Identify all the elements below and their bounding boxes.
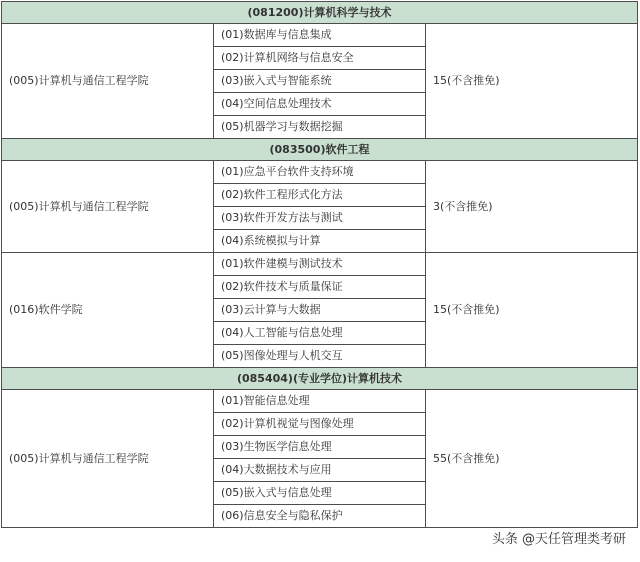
direction-cell: (02)软件技术与质量保证 [214,276,426,299]
direction-cell: (05)图像处理与人机交互 [214,345,426,368]
direction-cell: (02)计算机网络与信息安全 [214,47,426,70]
section-title: (081200)计算机科学与技术 [2,2,638,24]
direction-cell: (04)人工智能与信息处理 [214,322,426,345]
direction-cell: (02)计算机视觉与图像处理 [214,413,426,436]
direction-cell: (05)嵌入式与信息处理 [214,482,426,505]
table-row [2,24,638,47]
table-row [2,161,638,184]
direction-cell: (01)智能信息处理 [214,390,426,413]
direction-cell: (03)生物医学信息处理 [214,436,426,459]
direction-cell: (06)信息安全与隐私保护 [214,505,426,528]
direction-cell: (03)云计算与大数据 [214,299,426,322]
table-row [2,253,638,276]
school-cell: (005)计算机与通信工程学院 [2,390,214,528]
direction-cell: (01)应急平台软件支持环境 [214,161,426,184]
table-body [2,2,638,528]
school-cell: (005)计算机与通信工程学院 [2,24,214,139]
section-title: (085404)(专业学位)计算机技术 [2,368,638,390]
section-header-row [2,139,638,161]
direction-cell: (04)大数据技术与应用 [214,459,426,482]
school-cell: (005)计算机与通信工程学院 [2,161,214,253]
quota-cell: 55(不含推免) [426,390,638,528]
direction-cell: (03)嵌入式与智能系统 [214,70,426,93]
direction-cell: (01)软件建模与测试技术 [214,253,426,276]
watermark: 头条 @天任管理类考研 [488,530,630,550]
school-cell: (016)软件学院 [2,253,214,368]
section-header-row [2,368,638,390]
quota-cell: 3(不含推免) [426,161,638,253]
admissions-table [1,1,638,528]
table-row [2,390,638,413]
quota-cell: 15(不含推免) [426,24,638,139]
direction-cell: (04)空间信息处理技术 [214,93,426,116]
direction-cell: (01)数据库与信息集成 [214,24,426,47]
quota-cell: 15(不含推免) [426,253,638,368]
section-title: (083500)软件工程 [2,139,638,161]
direction-cell: (05)机器学习与数据挖掘 [214,116,426,139]
direction-cell: (03)软件开发方法与测试 [214,207,426,230]
section-header-row [2,2,638,24]
direction-cell: (04)系统模拟与计算 [214,230,426,253]
direction-cell: (02)软件工程形式化方法 [214,184,426,207]
